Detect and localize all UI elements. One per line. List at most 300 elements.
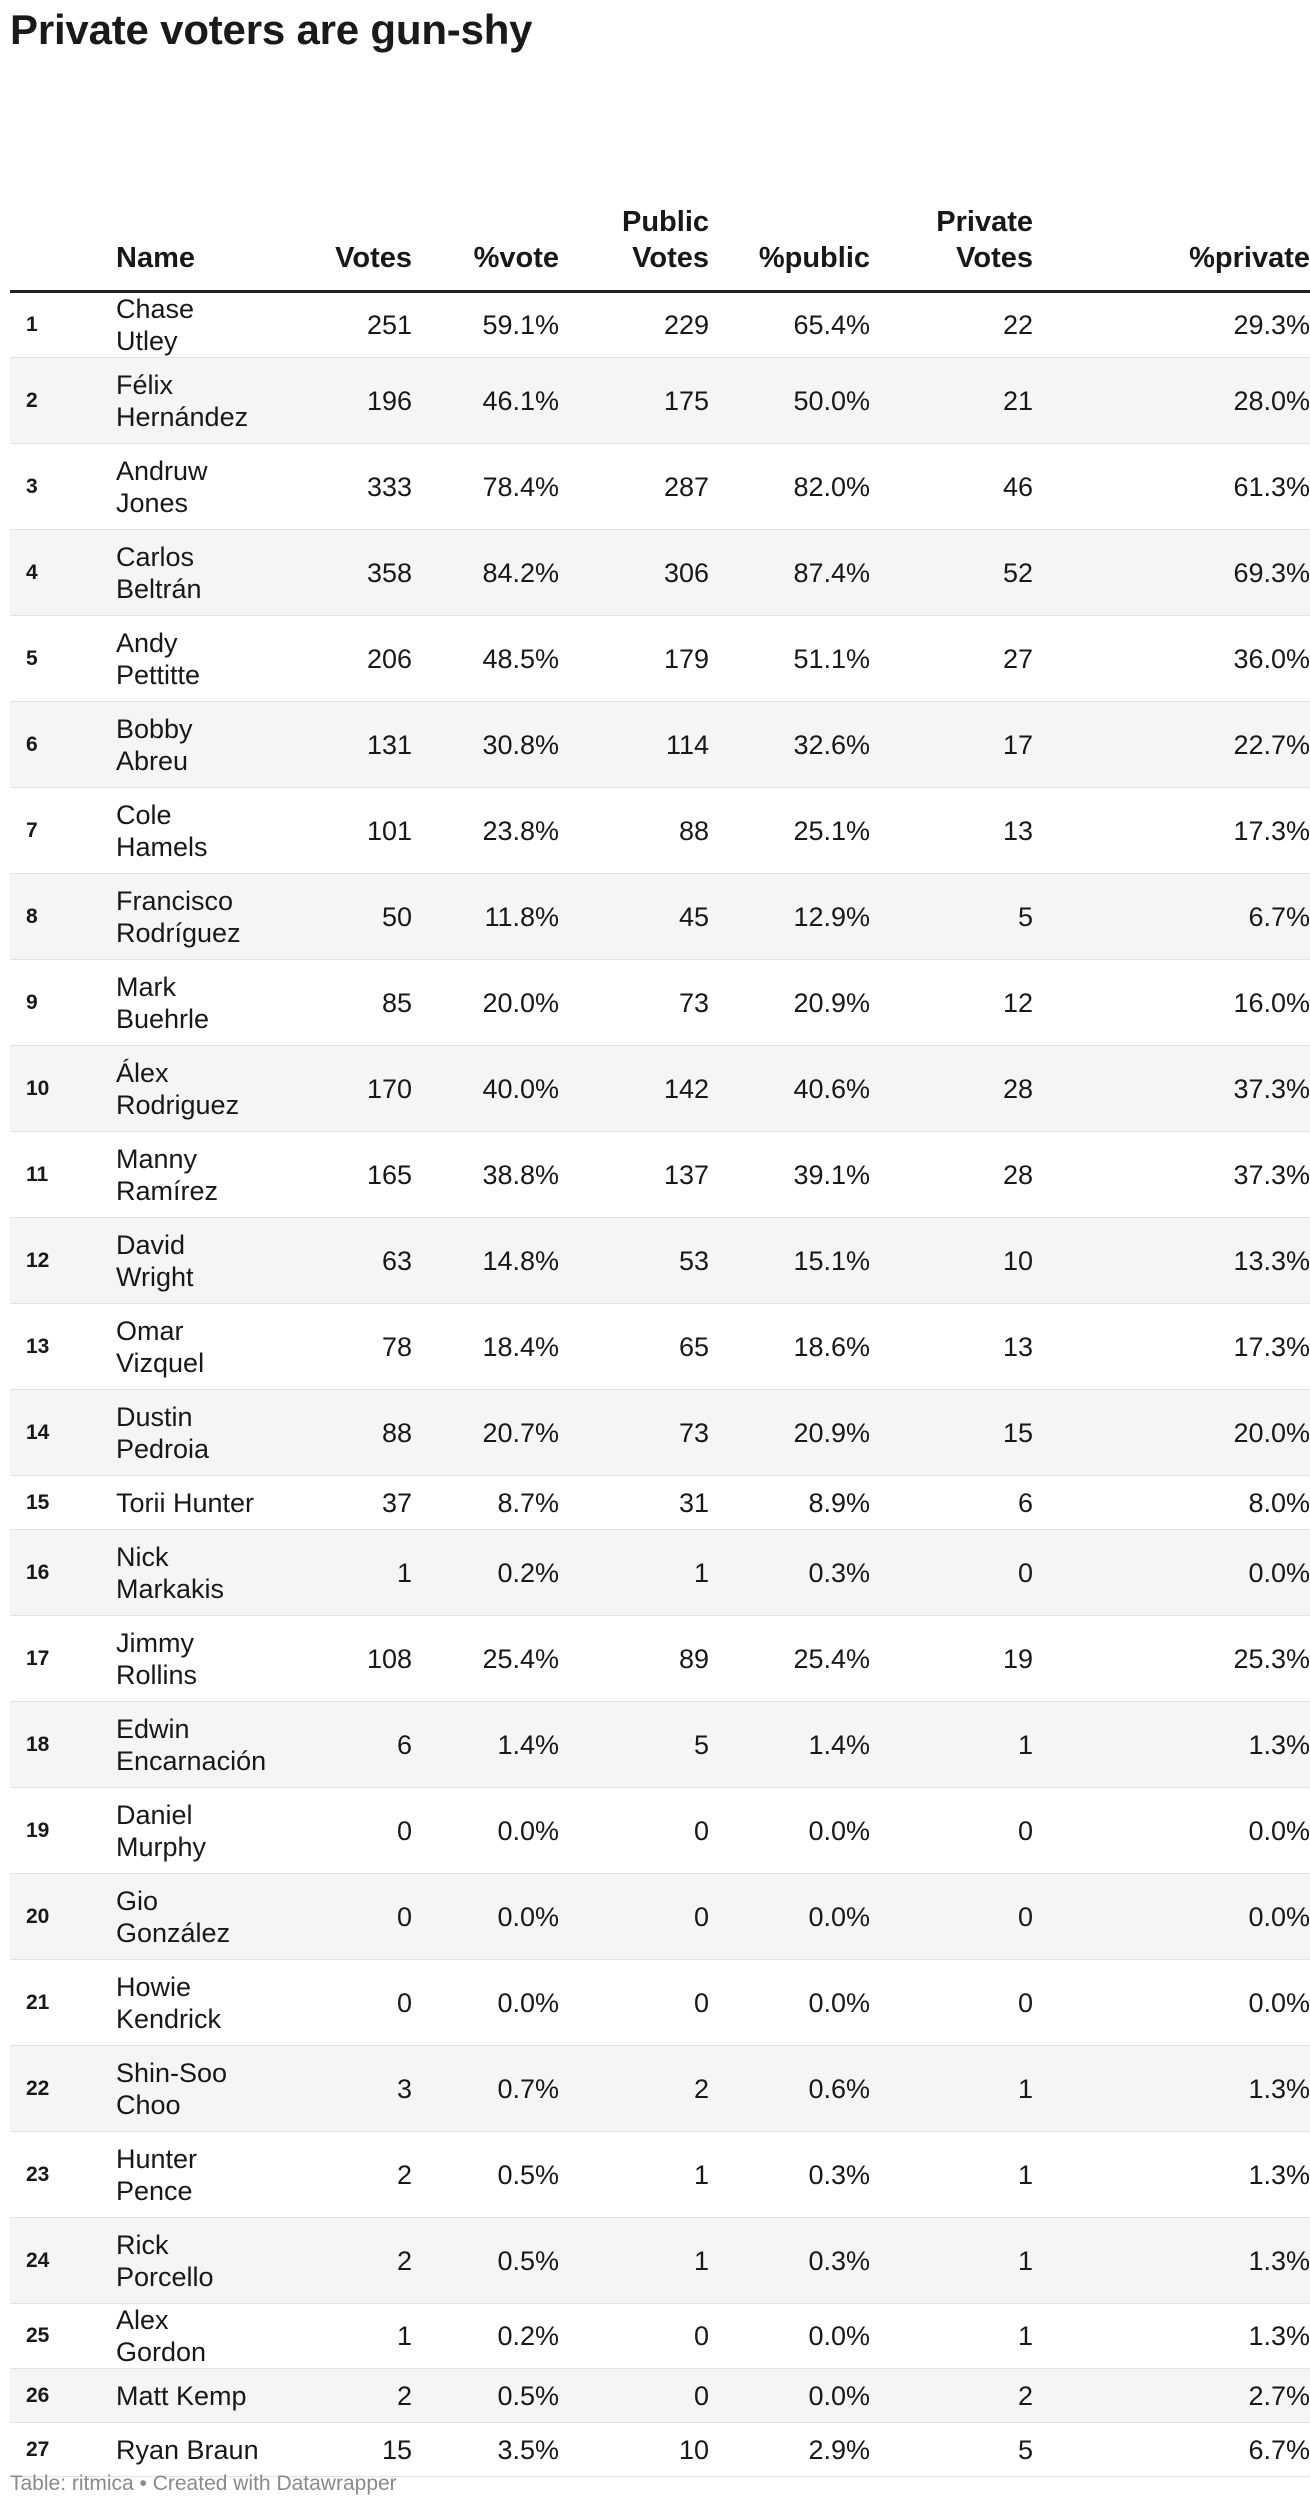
cell-name [76, 1304, 260, 1390]
cell-name-line: Jones [116, 487, 189, 518]
cell-pct-private: 37.3% [1233, 1073, 1310, 1104]
table-row [10, 2132, 1310, 2218]
column-header-name[interactable] [76, 186, 260, 292]
cell-name [76, 1046, 260, 1132]
cell-name-line: Buehrle [116, 1003, 210, 1034]
table-row [10, 2304, 1310, 2369]
cell-rank: 9 [26, 990, 38, 1014]
cell-private-votes: 28 [1002, 1159, 1033, 1190]
cell-pct-public: 25.4% [793, 1643, 870, 1674]
cell-pct-public: 18.6% [793, 1331, 870, 1362]
cell-rank: 24 [26, 2248, 50, 2272]
cell-pct-vote: 0.2% [497, 1557, 559, 1588]
cell-pct-public: 0.3% [808, 2159, 870, 2190]
table-row [10, 1046, 1310, 1132]
table-row [10, 2369, 1310, 2423]
cell-name-line: Hamels [116, 831, 208, 862]
cell-rank: 3 [26, 474, 38, 498]
cell-votes: 165 [366, 1159, 412, 1190]
cell-rank: 17 [26, 1646, 50, 1670]
cell-pct-public: 51.1% [793, 643, 870, 674]
cell-pct-vote: 0.2% [497, 2321, 559, 2351]
cell-name-line: Bobby [116, 713, 193, 744]
table-row [10, 960, 1310, 1046]
cell-pct-vote: 48.5% [482, 643, 559, 674]
cell-pct-vote: 1.4% [497, 1729, 559, 1760]
cell-pct-private: 0.0% [1248, 1557, 1310, 1588]
cell-name [76, 1476, 260, 1530]
cell-pct-public: 0.0% [808, 2321, 870, 2351]
cell-name-line: Rollins [116, 1659, 198, 1690]
column-header-rank[interactable] [10, 186, 76, 292]
column-header-label: Name [116, 242, 195, 274]
cell-private-votes: 1 [1017, 2245, 1033, 2276]
cell-name-line: Vizquel [116, 1347, 205, 1378]
cell-name [76, 1218, 260, 1304]
table-row [10, 788, 1310, 874]
cell-pct-private: 17.3% [1233, 1331, 1310, 1362]
cell-votes: 0 [396, 1901, 412, 1932]
table-row [10, 2423, 1310, 2477]
table-row [10, 1702, 1310, 1788]
cell-name [76, 960, 260, 1046]
cell-name [76, 2369, 260, 2423]
source-footer: Table: ritmica • Created with Datawrapper [10, 2472, 397, 2495]
cell-public-votes: 88 [678, 815, 709, 846]
cell-pct-private: 1.3% [1248, 2159, 1310, 2190]
cell-pct-private: 16.0% [1233, 987, 1310, 1018]
cell-votes: 6 [396, 1729, 412, 1760]
cell-votes: 3 [396, 2073, 412, 2104]
cell-name-line: Rick [116, 2229, 169, 2260]
cell-public-votes: 179 [663, 643, 709, 674]
cell-pct-private: 1.3% [1248, 2245, 1310, 2276]
cell-name [76, 2132, 260, 2218]
cell-pct-private: 17.3% [1233, 815, 1310, 846]
cell-name-line: Ramírez [116, 1175, 219, 1206]
cell-private-votes: 0 [1017, 1901, 1033, 1932]
cell-pct-public: 0.0% [808, 2380, 870, 2411]
cell-name-line: Rodríguez [116, 917, 241, 948]
cell-votes: 1 [396, 1557, 412, 1588]
cell-votes: 2 [396, 2380, 412, 2411]
cell-pct-private: 6.7% [1248, 2434, 1310, 2465]
data-table [10, 186, 1310, 2477]
cell-votes: 0 [396, 1815, 412, 1846]
cell-public-votes: 1 [693, 2245, 709, 2276]
cell-name [76, 1390, 260, 1476]
cell-public-votes: 306 [663, 557, 709, 588]
cell-pct-public: 0.0% [808, 1901, 870, 1932]
cell-name-line: Mark [116, 971, 176, 1002]
cell-votes: 358 [366, 557, 412, 588]
cell-pct-public: 39.1% [793, 1159, 870, 1190]
cell-pct-private: 8.0% [1248, 1487, 1310, 1518]
cell-private-votes: 15 [1002, 1417, 1033, 1448]
cell-pct-private: 22.7% [1233, 729, 1310, 760]
cell-pct-private: 0.0% [1248, 1815, 1310, 1846]
table-container[interactable] [10, 186, 1310, 2465]
cell-rank: 23 [26, 2162, 50, 2186]
cell-pct-vote: 23.8% [482, 815, 559, 846]
cell-rank: 16 [26, 1560, 50, 1584]
cell-public-votes: 53 [678, 1245, 709, 1276]
cell-name-line: Pedroia [116, 1433, 210, 1464]
cell-votes: 1 [396, 2321, 412, 2351]
cell-name [76, 2218, 260, 2304]
cell-pct-public: 32.6% [793, 729, 870, 760]
cell-name [76, 444, 260, 530]
cell-name-line: Pence [116, 2175, 193, 2206]
cell-rank: 25 [26, 2324, 50, 2347]
cell-pct-vote: 0.7% [497, 2073, 559, 2104]
cell-pct-vote: 0.5% [497, 2380, 559, 2411]
cell-rank: 12 [26, 1248, 50, 1272]
table-row [10, 1476, 1310, 1530]
cell-pct-public: 65.4% [793, 310, 870, 340]
cell-public-votes: 73 [678, 1417, 709, 1448]
cell-private-votes: 21 [1002, 385, 1033, 416]
cell-private-votes: 6 [1017, 1487, 1033, 1518]
cell-private-votes: 1 [1017, 2321, 1033, 2351]
column-header-pct-private[interactable] [1033, 186, 1310, 292]
cell-votes: 170 [366, 1073, 412, 1104]
cell-private-votes: 13 [1002, 815, 1033, 846]
cell-rank: 7 [26, 818, 38, 842]
cell-name [76, 1616, 260, 1702]
cell-pct-vote: 14.8% [482, 1245, 559, 1276]
cell-name-line: Alex Gordon [116, 2305, 207, 2367]
table-row [10, 2218, 1310, 2304]
cell-name [76, 358, 260, 444]
cell-pct-public: 0.3% [808, 2245, 870, 2276]
cell-name-line: Andruw [116, 455, 208, 486]
cell-public-votes: 229 [663, 310, 709, 340]
cell-votes: 78 [381, 1331, 412, 1362]
cell-private-votes: 46 [1002, 471, 1033, 502]
cell-name-line: Abreu [116, 745, 189, 776]
cell-public-votes: 0 [693, 1987, 709, 2018]
cell-public-votes: 65 [678, 1331, 709, 1362]
cell-votes: 2 [396, 2159, 412, 2190]
table-row [10, 616, 1310, 702]
table-row [10, 702, 1310, 788]
cell-public-votes: 1 [693, 2159, 709, 2190]
column-header-public-votes[interactable] [559, 186, 709, 292]
cell-rank: 11 [26, 1162, 49, 1186]
cell-name-line: Omar [116, 1315, 184, 1346]
cell-pct-vote: 0.0% [497, 1815, 559, 1846]
cell-votes: 196 [366, 385, 412, 416]
cell-private-votes: 28 [1002, 1073, 1033, 1104]
cell-pct-public: 12.9% [793, 901, 870, 932]
cell-pct-private: 6.7% [1248, 901, 1310, 932]
cell-name [76, 292, 260, 358]
cell-name [76, 2304, 260, 2369]
cell-pct-private: 29.3% [1233, 310, 1310, 340]
cell-name-line: Álex [116, 1057, 169, 1088]
table-row [10, 358, 1310, 444]
cell-public-votes: 0 [693, 1815, 709, 1846]
cell-public-votes: 89 [678, 1643, 709, 1674]
cell-pct-public: 20.9% [793, 1417, 870, 1448]
cell-private-votes: 0 [1017, 1815, 1033, 1846]
cell-pct-private: 2.7% [1248, 2380, 1310, 2411]
cell-name-line: Andy [116, 627, 178, 658]
cell-name-line: Félix [116, 369, 174, 400]
cell-name-line: Hernández [116, 401, 249, 432]
cell-public-votes: 5 [693, 1729, 709, 1760]
cell-pct-vote: 20.0% [482, 987, 559, 1018]
cell-rank: 27 [26, 2437, 50, 2461]
cell-public-votes: 137 [663, 1159, 709, 1190]
cell-name-line: Matt Kemp [116, 2380, 247, 2411]
cell-name [76, 788, 260, 874]
cell-pct-vote: 3.5% [497, 2434, 559, 2465]
cell-private-votes: 5 [1017, 901, 1033, 932]
column-header-label: %public [758, 242, 870, 274]
column-header-label: Votes [335, 242, 412, 274]
cell-rank: 14 [26, 1420, 50, 1444]
cell-pct-public: 87.4% [793, 557, 870, 588]
cell-pct-vote: 20.7% [482, 1417, 559, 1448]
cell-pct-vote: 0.0% [497, 1987, 559, 2018]
cell-public-votes: 10 [678, 2434, 709, 2465]
cell-pct-public: 0.6% [808, 2073, 870, 2104]
cell-private-votes: 17 [1002, 729, 1033, 760]
cell-name [76, 1960, 260, 2046]
cell-rank: 26 [26, 2383, 50, 2407]
table-row [10, 530, 1310, 616]
cell-pct-private: 0.0% [1248, 1987, 1310, 2018]
table-row [10, 1304, 1310, 1390]
cell-private-votes: 0 [1017, 1987, 1033, 2018]
cell-pct-private: 28.0% [1233, 385, 1310, 416]
column-header-label: Private [936, 206, 1033, 238]
cell-name-line: Cole [116, 799, 172, 830]
cell-pct-public: 0.0% [808, 1987, 870, 2018]
cell-pct-vote: 11.8% [484, 901, 559, 932]
table-row [10, 1874, 1310, 1960]
cell-name-line: Shin-Soo [116, 2057, 228, 2088]
cell-pct-public: 40.6% [793, 1073, 870, 1104]
cell-name-line: Dustin [116, 1401, 193, 1432]
cell-votes: 108 [366, 1643, 412, 1674]
column-header-label: Votes [956, 242, 1033, 274]
table-row [10, 444, 1310, 530]
cell-pct-vote: 30.8% [482, 729, 559, 760]
cell-pct-private: 1.3% [1248, 2321, 1310, 2351]
cell-pct-vote: 25.4% [482, 1643, 559, 1674]
cell-name-line: Nick [116, 1541, 169, 1572]
cell-name [76, 1702, 267, 1788]
cell-pct-public: 82.0% [793, 471, 870, 502]
cell-public-votes: 73 [678, 987, 709, 1018]
cell-public-votes: 31 [678, 1487, 709, 1518]
cell-name [76, 2423, 260, 2477]
cell-rank: 20 [26, 1904, 50, 1928]
cell-name-line: Edwin [116, 1713, 190, 1744]
cell-private-votes: 1 [1017, 1729, 1033, 1760]
cell-name-line: Porcello [116, 2261, 214, 2292]
cell-name-line: Pettitte [116, 659, 201, 690]
cell-name-line: González [116, 1917, 231, 1948]
column-header-label: Votes [632, 242, 709, 274]
cell-votes: 251 [366, 310, 412, 340]
cell-votes: 206 [366, 643, 412, 674]
cell-name [76, 1874, 260, 1960]
cell-pct-private: 1.3% [1248, 1729, 1310, 1760]
cell-private-votes: 1 [1017, 2159, 1033, 2190]
table-row [10, 1218, 1310, 1304]
cell-name-line: Encarnación [116, 1745, 267, 1776]
table-row [10, 1616, 1310, 1702]
cell-pct-private: 0.0% [1248, 1901, 1310, 1932]
cell-private-votes: 0 [1017, 1557, 1033, 1588]
cell-private-votes: 2 [1017, 2380, 1033, 2411]
cell-private-votes: 27 [1002, 643, 1033, 674]
cell-name-line: Carlos [116, 541, 195, 572]
cell-pct-private: 61.3% [1233, 471, 1310, 502]
cell-name-line: Torii Hunter [116, 1487, 255, 1518]
cell-rank: 5 [26, 646, 38, 670]
cell-name-line: Markakis [116, 1573, 225, 1604]
cell-votes: 88 [381, 1417, 412, 1448]
cell-pct-public: 1.4% [808, 1729, 870, 1760]
cell-name-line: Gio [116, 1885, 159, 1916]
cell-name-line: David [116, 1229, 186, 1260]
page-title: Private voters are gun-shy [10, 6, 533, 53]
column-header-pct-public[interactable] [709, 186, 870, 292]
cell-rank: 6 [26, 732, 38, 756]
column-header-votes[interactable] [260, 186, 412, 292]
cell-name-line: Wright [116, 1261, 194, 1292]
cell-pct-vote: 59.1% [482, 310, 559, 340]
cell-rank: 2 [26, 388, 38, 412]
cell-name [76, 1788, 260, 1874]
cell-name [76, 616, 260, 702]
cell-pct-public: 8.9% [808, 1487, 870, 1518]
cell-name-line: Howie [116, 1971, 192, 2002]
cell-name-line: Chase Utley [116, 294, 195, 356]
cell-rank: 15 [26, 1490, 50, 1514]
cell-pct-private: 25.3% [1233, 1643, 1310, 1674]
cell-votes: 37 [381, 1487, 412, 1518]
table-body [10, 292, 1310, 2477]
cell-pct-vote: 0.0% [497, 1901, 559, 1932]
cell-votes: 50 [381, 901, 412, 932]
column-header-private-votes[interactable] [870, 186, 1033, 292]
cell-pct-vote: 0.5% [497, 2245, 559, 2276]
cell-pct-public: 0.0% [808, 1815, 870, 1846]
cell-pct-vote: 0.5% [497, 2159, 559, 2190]
cell-name [76, 2046, 260, 2132]
cell-public-votes: 287 [663, 471, 709, 502]
cell-private-votes: 22 [1002, 310, 1033, 340]
cell-private-votes: 5 [1017, 2434, 1033, 2465]
cell-name [76, 1530, 260, 1616]
cell-name-line: Daniel [116, 1799, 193, 1830]
cell-name-line: Hunter [116, 2143, 198, 2174]
cell-votes: 85 [381, 987, 412, 1018]
table-row [10, 874, 1310, 960]
cell-name-line: Manny [116, 1143, 198, 1174]
cell-rank: 8 [26, 904, 38, 928]
cell-votes: 63 [381, 1245, 412, 1276]
cell-private-votes: 13 [1002, 1331, 1033, 1362]
cell-rank: 19 [26, 1818, 50, 1842]
cell-name [76, 1132, 260, 1218]
cell-pct-private: 13.3% [1233, 1245, 1310, 1276]
table-row [10, 2046, 1310, 2132]
column-header-label: %private [1189, 242, 1310, 274]
cell-pct-private: 1.3% [1248, 2073, 1310, 2104]
column-header-label: Public [621, 206, 709, 238]
cell-name [76, 530, 260, 616]
table-row [10, 292, 1310, 358]
cell-pct-public: 15.1% [793, 1245, 870, 1276]
cell-name-line: Francisco [116, 885, 234, 916]
table-row [10, 1132, 1310, 1218]
cell-rank: 13 [26, 1334, 50, 1358]
cell-public-votes: 175 [663, 385, 709, 416]
cell-public-votes: 0 [693, 2321, 709, 2351]
cell-private-votes: 12 [1002, 987, 1033, 1018]
cell-pct-private: 69.3% [1233, 557, 1310, 588]
cell-public-votes: 2 [693, 2073, 709, 2104]
cell-name-line: Murphy [116, 1831, 207, 1862]
cell-name-line: Ryan Braun [116, 2434, 259, 2465]
cell-rank: 18 [26, 1732, 50, 1756]
cell-pct-public: 50.0% [793, 385, 870, 416]
cell-pct-public: 0.3% [808, 1557, 870, 1588]
cell-public-votes: 1 [693, 1557, 709, 1588]
cell-pct-private: 36.0% [1233, 643, 1310, 674]
cell-name [76, 874, 260, 960]
cell-pct-vote: 84.2% [482, 557, 559, 588]
cell-public-votes: 0 [693, 2380, 709, 2411]
cell-public-votes: 45 [678, 901, 709, 932]
cell-pct-vote: 78.4% [482, 471, 559, 502]
cell-votes: 0 [396, 1987, 412, 2018]
cell-pct-vote: 8.7% [497, 1487, 559, 1518]
cell-votes: 333 [366, 471, 412, 502]
cell-private-votes: 52 [1002, 557, 1033, 588]
cell-rank: 10 [26, 1076, 50, 1100]
cell-votes: 15 [381, 2434, 412, 2465]
cell-public-votes: 114 [665, 729, 709, 760]
column-header-label: %vote [473, 242, 559, 274]
cell-pct-vote: 40.0% [482, 1073, 559, 1104]
cell-name-line: Rodriguez [116, 1089, 240, 1120]
cell-votes: 101 [366, 815, 412, 846]
cell-name-line: Beltrán [116, 573, 202, 604]
cell-name-line: Choo [116, 2089, 181, 2120]
cell-votes: 131 [366, 729, 412, 760]
cell-pct-private: 20.0% [1233, 1417, 1310, 1448]
cell-rank: 21 [26, 1990, 50, 2014]
cell-public-votes: 0 [693, 1901, 709, 1932]
cell-private-votes: 19 [1002, 1643, 1033, 1674]
column-header-pct-vote[interactable] [412, 186, 559, 292]
cell-rank: 22 [26, 2076, 50, 2100]
cell-rank: 4 [26, 560, 38, 584]
table-row [10, 1530, 1310, 1616]
cell-public-votes: 142 [663, 1073, 709, 1104]
cell-pct-public: 2.9% [808, 2434, 870, 2465]
cell-private-votes: 10 [1002, 1245, 1033, 1276]
cell-rank: 1 [26, 313, 38, 336]
